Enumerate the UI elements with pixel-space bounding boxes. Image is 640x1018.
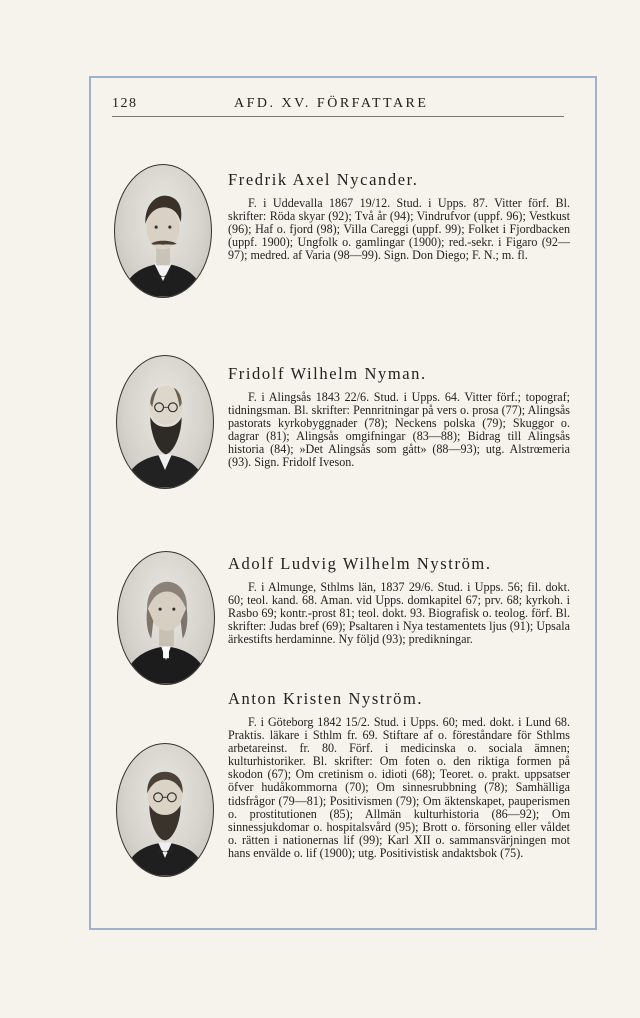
entry-nycander (228, 170, 570, 262)
entry-nyman (228, 364, 570, 470)
portrait-nystrom-anton (116, 743, 214, 877)
running-header (112, 96, 582, 116)
portrait-nystrom-adolf (117, 551, 215, 685)
header-rule (112, 116, 564, 117)
portrait-photo-icon (115, 165, 211, 297)
portrait-nycander (114, 164, 212, 298)
entry-name: Adolf Ludvig Wilhelm Nyström. (228, 554, 492, 573)
entry-name: Anton Kristen Nyström. (228, 689, 424, 708)
entry-text: F. i Uddevalla 1867 19/12. Stud. i Upps. 87. Vitter förf. Bl. skrifter: Röda skyar (92); Två år (94); Vindrufvor (uppf. 96); Vestkust (96); Haf o. fjord (98); Villa Careggi (uppf. 99); Folket i Fjordbacken (uppf. 1900); Ungfolk o. gamlingar (1900); red.-sekr. i Figaro (92—97); medred. af Varia (98—99). Sign. Don Diego; F. N.; m. fl. (228, 196, 570, 263)
portrait-photo-icon (118, 552, 214, 684)
entry-text: F. i Göteborg 1842 15/2. Stud. i Upps. 60; med. dokt. i Lund 68. Praktis. läkare i Sthlm fr. 69. Stiftare af o. föreståndare för Sthlms arbetareinst. fr. 80. Förf. i medicinska o. sociala ämnen; kulturhistoriker. Bl. skrifter: Om foten o. den riktiga formen på skodon (67); Om cretinism o. idioti (68); Teoret. o. prakt. uppsatser öfver hudåkommorna (70); Om sinnesrubbning (78); Samhälliga tidsfrågor (79—81); Positivismen (79); Om äktenskapet, pauperismen o. prostitutionen (85); Allmän kulturhistoria (86—92); Om sinnessjukdomar o. hospitalsvård (95); Brott o. försoning eller våldet o. rätten i nationernas lif (99); Karl XII o. sammansvärjningen mot hans envälde o. lif (1900); utg. Positivistisk andaktsbok (75). (228, 715, 570, 860)
entry-name: Fridolf Wilhelm Nyman. (228, 364, 427, 383)
entry-text: F. i Alingsås 1843 22/6. Stud. i Upps. 64. Vitter förf.; topograf; tidningsman. Bl. skrifter: Pennritningar på vers o. prosa (77); Alingsås pastorats kyrkobyggnader (78); Neckens polska (79); Skuggor o. dagrar (81); Alingsås omgifningar (83—88); Bidrag till Alingsås historia (84); »Det Alingsås som gått» (88—93); utg. Alstrœmeria (93). Sign. Fridolf Iveson. (228, 390, 570, 470)
portrait-photo-icon (117, 744, 213, 876)
portrait-nyman (116, 355, 214, 489)
page-number: 128 (112, 96, 138, 111)
entry-name: Fredrik Axel Nycander. (228, 170, 419, 189)
entry-text: F. i Almunge, Sthlms län, 1837 29/6. Stud. i Upps. 56; fil. dokt. 60; teol. kand. 68. Aman. vid Upps. domkapitel 67; prv. 68; kyrkoh. i Rasbo 69; kontr.-prost 81; teol. dokt. 93. Biografisk o. teolog. förf. Bl. skrifter: Judas bref (69); Psaltaren i Nya testamentets ljus (91); Upsala ärkestifts herdaminne. Ny följd (93); predikningar. (228, 580, 570, 647)
entry-nystrom-anton (228, 689, 570, 860)
section-title: AFD. XV. FÖRFATTARE (234, 96, 429, 111)
entry-nystrom-adolf (228, 554, 570, 646)
portrait-photo-icon (117, 356, 213, 488)
